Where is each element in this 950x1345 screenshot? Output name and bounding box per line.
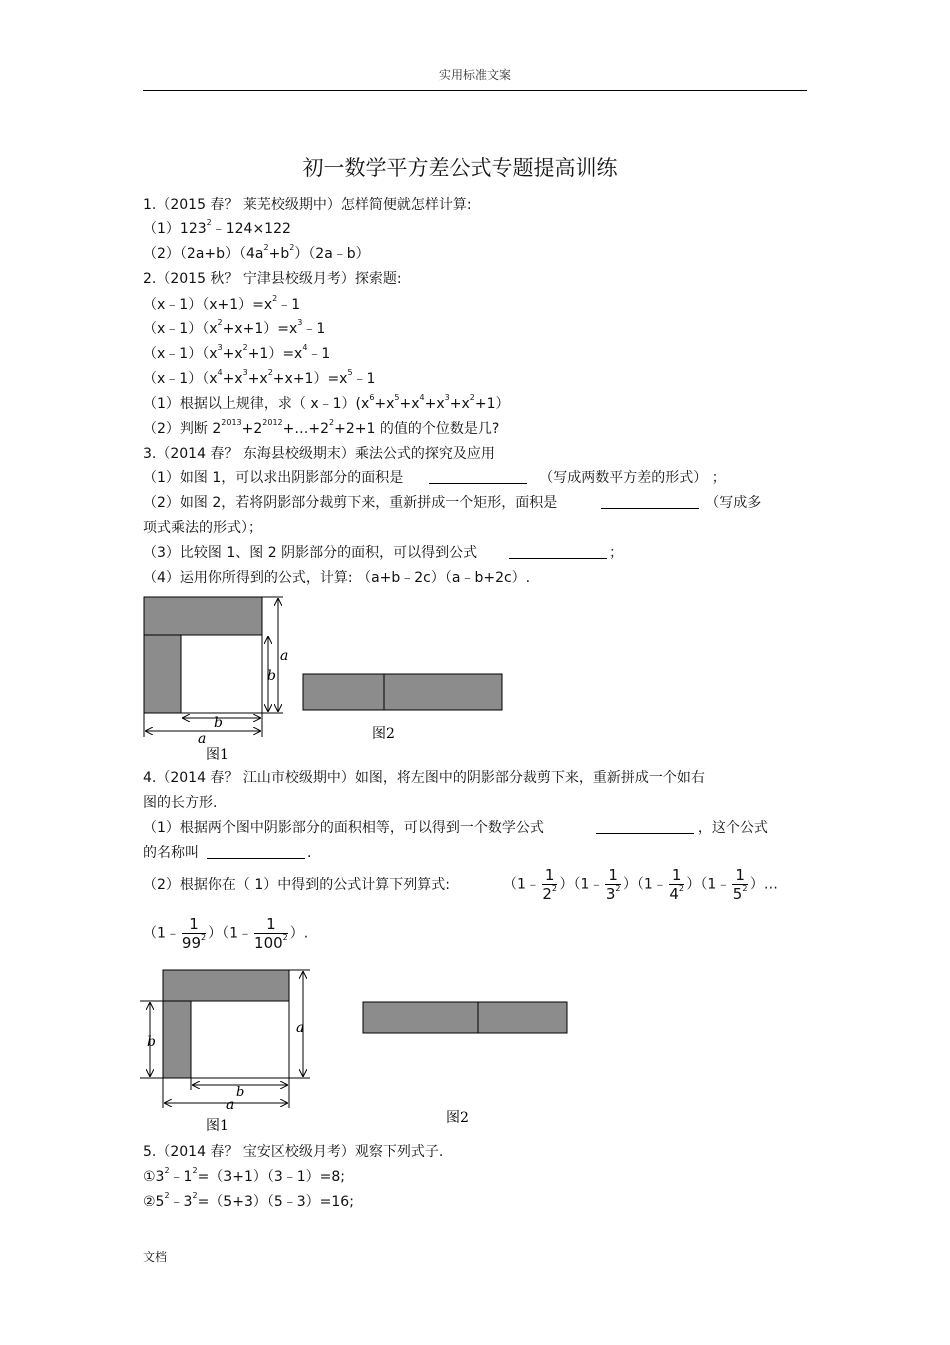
q2-part1: （1）根据以上规律，求（ $x﹣1)(x^6+x^5+x^4+x^3+x^2+1)$ bbox=[143, 393, 510, 412]
label-a: a bbox=[226, 1097, 235, 1113]
label-b: b bbox=[236, 1085, 245, 1100]
label-a: a bbox=[280, 648, 289, 664]
q2-stem: 2.（2015 秋？ 宁津县校级月考）探索题: bbox=[143, 271, 402, 287]
q2-eq2: $(x﹣1)(x^2+x+1)=x^3﹣1$ bbox=[143, 318, 326, 337]
page-header: 实用标准文案 bbox=[438, 68, 511, 82]
label-a: a bbox=[198, 731, 207, 747]
page-title: 初一数学平方差公式专题提高训练 bbox=[302, 156, 618, 180]
figure-caption: 图2 bbox=[372, 726, 395, 742]
unshaded-square bbox=[191, 1001, 289, 1078]
q2-part2: （2）判断 $2^{2013}+2^{2012}+\dots+2^2+2+1$ 的值的个位数是几? bbox=[143, 418, 500, 437]
figure-caption: 图2 bbox=[446, 1110, 469, 1126]
label-b: b bbox=[147, 1034, 156, 1050]
q4-stem: 4.（2014 春？ 江山市校级期中）如图，将左图中的阴影部分裁剪下来，重新拼成一个如右 bbox=[143, 770, 705, 786]
q3-part3: （3）比较图 1、图 2 阴影部分的面积，可以得到公式 ； bbox=[143, 545, 624, 561]
q4-part1-cont: 的名称叫 . bbox=[143, 845, 312, 861]
q4-part2: （2）根据你在（ 1）中得到的公式计算下列算式: bbox=[143, 877, 450, 893]
label-b: b bbox=[214, 715, 223, 731]
label-a: a bbox=[296, 1020, 305, 1036]
shaded-rectangle bbox=[363, 1002, 478, 1033]
label-b: b bbox=[267, 668, 276, 684]
q4-expression: （1﹣ $\frac{1}{2^2}$ ）（1﹣ $\frac{1}{3^2}$ ）（1﹣ $\frac{1}{4^2}$ ）（1﹣ $\frac{1}{5^2}$ ）… bbox=[503, 866, 778, 903]
q5-line1: $①3^2﹣1^2=(3+1)(3﹣1)=8$; bbox=[143, 1166, 346, 1185]
q5-line2: $②5^2﹣3^2=(5+3)(5﹣3)=16$; bbox=[143, 1191, 354, 1210]
q3-part1: （1）如图 1，可以求出阴影部分的面积是 （写成两数平方差的形式） ； bbox=[143, 470, 726, 486]
q2-eq1: $(x﹣1)(x+1)=x^2﹣1$ bbox=[143, 294, 301, 313]
figure-caption: 图1 bbox=[206, 1118, 229, 1134]
shaded-region bbox=[163, 1001, 191, 1078]
q1-part2: $(2)(2a+b)(4a^2+b^2)(2a﹣b)$ bbox=[143, 243, 370, 262]
q3-part2-cont: 项式乘法的形式）； bbox=[143, 520, 262, 536]
q5-stem: 5.（2014 春？ 宝安区校级月考）观察下列式子. bbox=[143, 1144, 444, 1160]
q3-part4: （4）运用你所得到的公式，计算: （a+b﹣2c）（a﹣b+2c）. bbox=[143, 570, 531, 586]
shaded-rectangle bbox=[478, 1002, 567, 1033]
q4-part1: （1）根据两个图中阴影部分的面积相等，可以得到一个数学公式 ，这个公式 bbox=[143, 820, 768, 836]
figure-caption: 图1 bbox=[206, 747, 229, 763]
q3-part2: （2）如图 2，若将阴影部分裁剪下来，重新拼成一个矩形，面积是 （写成多 bbox=[143, 495, 762, 511]
q4-expression-cont: （1﹣ $\frac{1}{99^2}$ ）（1﹣ $\frac{1}{100^2}$ ）. bbox=[143, 915, 309, 952]
q1-part1: $(1)123^2﹣124\times 122$ bbox=[143, 218, 291, 237]
q4-stem-cont: 图的长方形. bbox=[143, 795, 218, 811]
q2-eq4: $(x﹣1)(x^4+x^3+x^2+x+1)=x^5﹣1$ bbox=[143, 368, 376, 387]
q3-stem: 3.（2014 春？ 东海县校级期末）乘法公式的探究及应用 bbox=[143, 446, 495, 462]
q2-eq3: $(x﹣1)(x^3+x^2+1)=x^4﹣1$ bbox=[143, 343, 331, 362]
shaded-region bbox=[163, 970, 289, 1001]
q1-stem: 1.（2015 春？ 莱芜校级期中）怎样简便就怎样计算: bbox=[143, 197, 472, 213]
page-footer: 文档 bbox=[143, 1250, 168, 1264]
